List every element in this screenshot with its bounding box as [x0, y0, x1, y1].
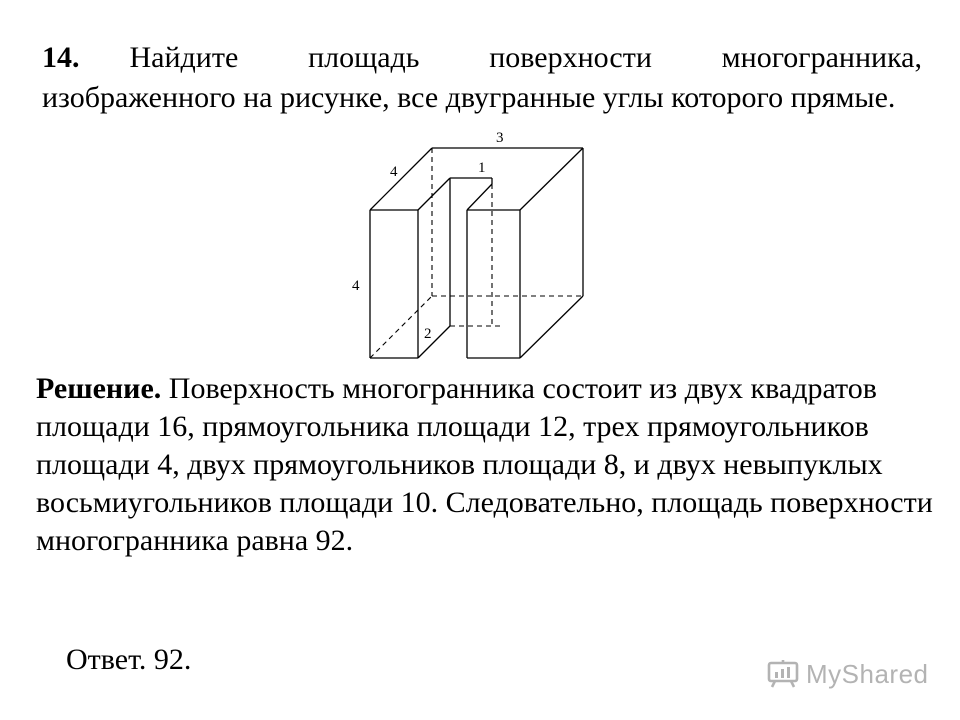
- watermark-logo: [766, 656, 929, 692]
- edge-notch-right-depth: [467, 184, 492, 210]
- label-top-depth: 4: [390, 164, 398, 180]
- label-notch-width: 1: [478, 160, 486, 176]
- watermark-brand: MyShared: [806, 658, 929, 689]
- edge-notch-left-depth: [418, 178, 450, 210]
- polyhedron-figure: [340, 126, 610, 366]
- polyhedron-drawing: [340, 126, 610, 366]
- label-notch-depth: 2: [424, 326, 432, 342]
- solution-text: Поверхность многогранника состоит из двух квадратов площади 16, прямоугольника площади 12, трех прямоугольников площади 4, двух прямоугольников площади 8, и двух невыпуклых восьмиугольников площади 10. Следовательно, площадь поверхности многогранника равна 92.: [36, 372, 933, 557]
- problem-text: Найдите площадь поверхности многогранника, изображенного на рисунке, все двугранные углы которого прямые.: [42, 41, 922, 114]
- projector-screen-icon: [766, 659, 800, 689]
- problem-number: 14.: [42, 41, 80, 74]
- solution-heading: Решение.: [36, 372, 162, 405]
- hidden-edge-bottom-left-depth: [370, 296, 432, 358]
- edge-top-right-depth: [520, 148, 583, 210]
- label-height: 4: [352, 278, 360, 294]
- problem-statement: [42, 38, 922, 118]
- edge-bottom-right-depth: [520, 296, 583, 358]
- label-top-length: 3: [496, 130, 504, 146]
- answer-line: Ответ. 92.: [66, 643, 192, 676]
- solution-block: [36, 370, 936, 560]
- edge-notch-bottom-left-depth: [418, 326, 450, 358]
- edge-top-left-depth: [370, 148, 432, 210]
